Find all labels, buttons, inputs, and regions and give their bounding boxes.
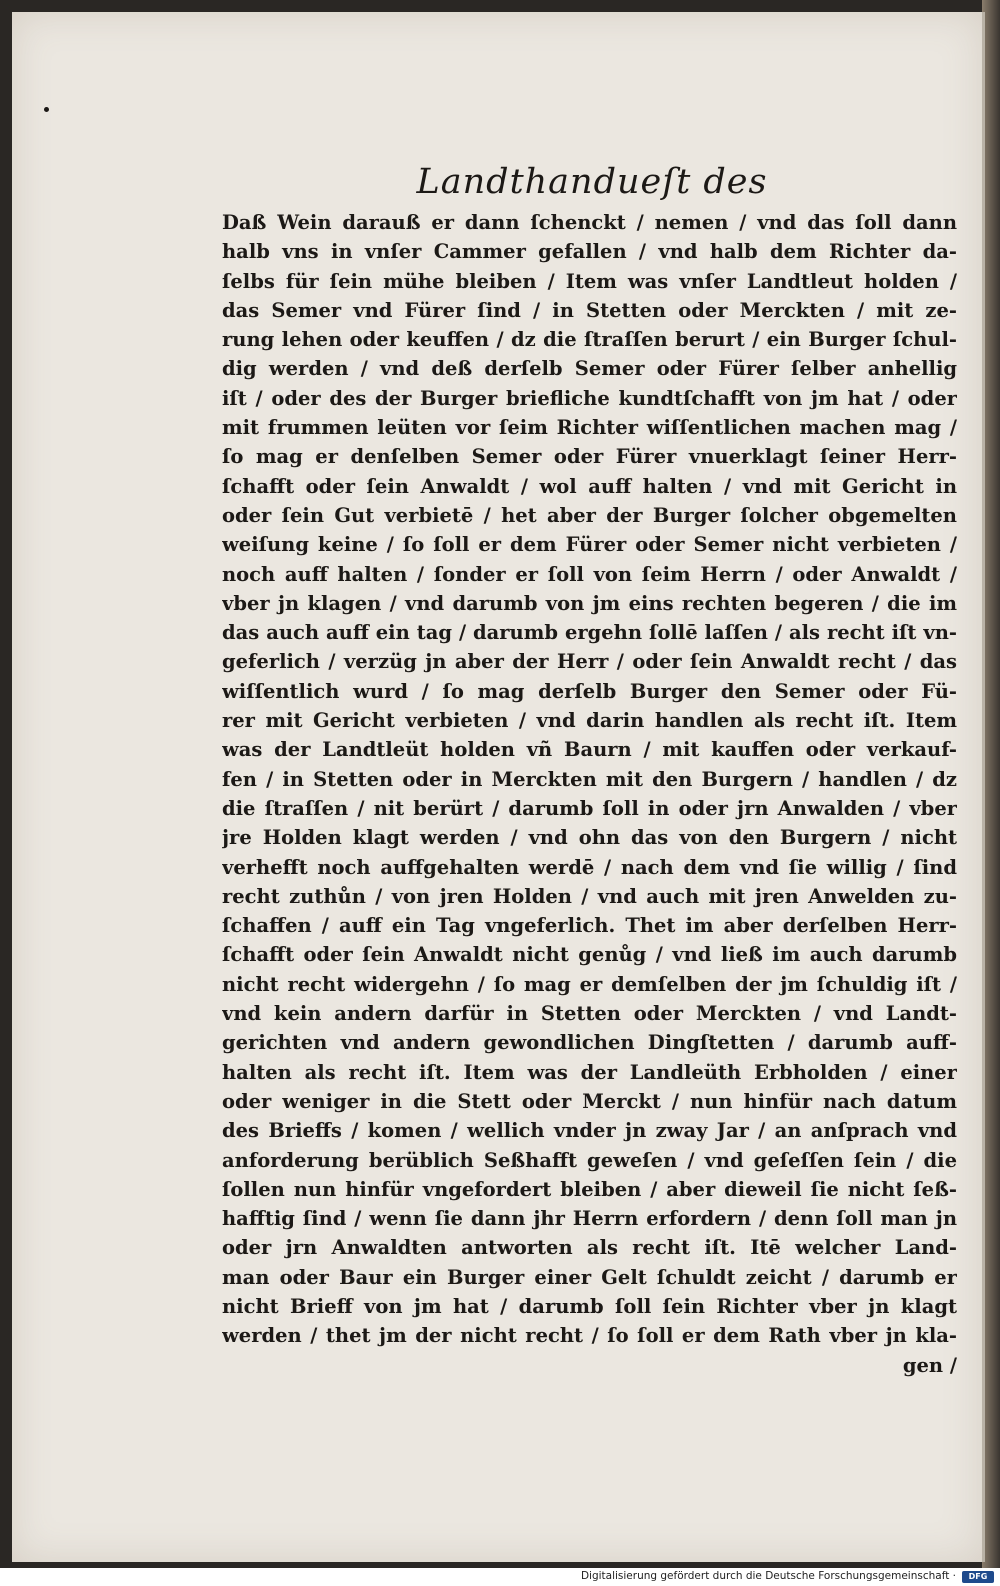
text-line: ſo mag er denſelben Semer oder Fürer vnuerklagt ſeiner Herr-	[222, 445, 957, 469]
text-line: gerichten vnd andern gewondlichen Dingſtetten / darumb auff-	[222, 1031, 957, 1055]
text-line: werden / thet jm der nicht recht / ſo ſoll er dem Rath vber jn kla-	[222, 1324, 957, 1348]
text-line: hafftig ſind / wenn ſie dann jhr Herrn erfordern / denn ſoll man jn	[222, 1207, 957, 1231]
text-line: halten als recht iſt. Item was der Landleüth Erbholden / einer	[222, 1060, 957, 1084]
text-line: jre Holden klagt werden / vnd ohn das von den Burgern / nicht	[222, 826, 957, 850]
running-head: Landthandueſt des	[416, 162, 768, 202]
text-line: was der Landtleüt holden vñ Baurn / mit kauffen oder verkauf-	[222, 738, 957, 762]
text-line: man oder Baur ein Burger einer Gelt ſchuldt zeicht / darumb er	[222, 1265, 957, 1289]
text-line: gen /	[902, 1353, 957, 1377]
text-line: dig werden / vnd deß derſelb Semer oder Fürer ſelber anhellig	[222, 357, 957, 381]
text-line: fen / in Stetten oder in Merckten mit den Burgern / handlen / dz	[222, 767, 957, 791]
text-line: rung lehen oder keuffen / dz die ſtraſſen berurt / ein Burger ſchul-	[222, 328, 957, 352]
body-text	[222, 208, 957, 1380]
text-line: ſchafft oder ſein Anwaldt nicht genůg / vnd ließ im auch darumb	[222, 943, 957, 967]
text-line: noch auff halten / ſonder er ſoll von ſeim Herrn / oder Anwaldt /	[222, 562, 957, 586]
text-line: recht zuthůn / von jren Holden / vnd auch mit jren Anwelden zu-	[222, 884, 957, 908]
text-line: geferlich / verzüg jn aber der Herr / oder ſein Anwaldt recht / das	[222, 650, 957, 674]
text-line: ſchafft oder ſein Anwaldt / wol auff halten / vnd mit Gericht in	[222, 474, 957, 498]
text-line: oder ſein Gut verbietē / het aber der Burger ſolcher obgemelten	[222, 503, 957, 527]
text-line: oder weniger in die Stett oder Merckt / nun hinfür nach datum	[222, 1089, 957, 1113]
text-line: vber jn klagen / vnd darumb von jm eins rechten begeren / die im	[222, 591, 957, 615]
text-line: Daß Wein darauß er dann ſchenckt / nemen / vnd das ſoll dann	[222, 211, 957, 234]
text-line: ſelbs für ſein mühe bleiben / Item was vnſer Landtleut holden /	[222, 269, 957, 293]
text-line: des Brieffs / komen / wellich vnder jn zway Jar / an anſprach vnd	[222, 1119, 957, 1143]
dfg-logo: DFG	[962, 1571, 994, 1583]
text-line: weiſung keine / ſo ſoll er dem Fürer oder Semer nicht verbieten /	[222, 533, 957, 557]
document-page	[12, 12, 985, 1562]
text-line: wiſſentlich wurd / ſo mag derſelb Burger den Semer oder Fü-	[222, 679, 957, 703]
text-line: die ſtraſſen / nit berürt / darumb ſoll in oder jrn Anwalden / vber	[222, 796, 957, 820]
text-line: oder jrn Anwaldten antworten als recht iſt. Itē welcher Land-	[222, 1236, 957, 1260]
text-line: das Semer vnd Fürer ſind / in Stetten oder Merckten / mit ze-	[222, 298, 957, 322]
text-line: verhefft noch auffgehalten werdē / nach dem vnd ſie willig / ſind	[222, 855, 957, 879]
footer-bar	[0, 1568, 1000, 1586]
text-line: ſchaffen / auff ein Tag vngeferlich. Thet im aber derſelben Herr-	[222, 914, 957, 938]
digitization-credit: Digitalisierung gefördert durch die Deutsche Forschungsgemeinschaft ·	[580, 1570, 956, 1582]
text-line: ſollen nun hinfür vngefordert bleiben / aber dieweil ſie nicht ſeß-	[222, 1177, 957, 1201]
text-line: anforderung berüblich Seßhafft geweſen / vnd geſeſſen ſein / die	[222, 1148, 957, 1172]
text-line: rer mit Gericht verbieten / vnd darin handlen als recht iſt. Item	[222, 709, 957, 733]
text-line: nicht Brieff von jm hat / darumb ſoll ſein Richter vber jn klagt	[222, 1294, 957, 1318]
text-line: das auch auff ein tag / darumb ergehn ſollē laſſen / als recht iſt vn-	[222, 621, 957, 645]
text-line: halb vns in vnſer Cammer gefallen / vnd halb dem Richter da-	[222, 240, 957, 264]
text-line: mit frummen leüten vor ſeim Richter wiſſentlichen machen mag /	[222, 416, 957, 440]
text-line: iſt / oder des der Burger briefliche kundtſchafft von jm hat / oder	[222, 386, 957, 410]
ink-dot	[44, 107, 49, 112]
text-line: vnd kein andern darfür in Stetten oder Merckten / vnd Landt-	[222, 1002, 957, 1026]
text-line: nicht recht widergehn / ſo mag er demſelben der jm ſchuldig iſt /	[222, 972, 957, 996]
